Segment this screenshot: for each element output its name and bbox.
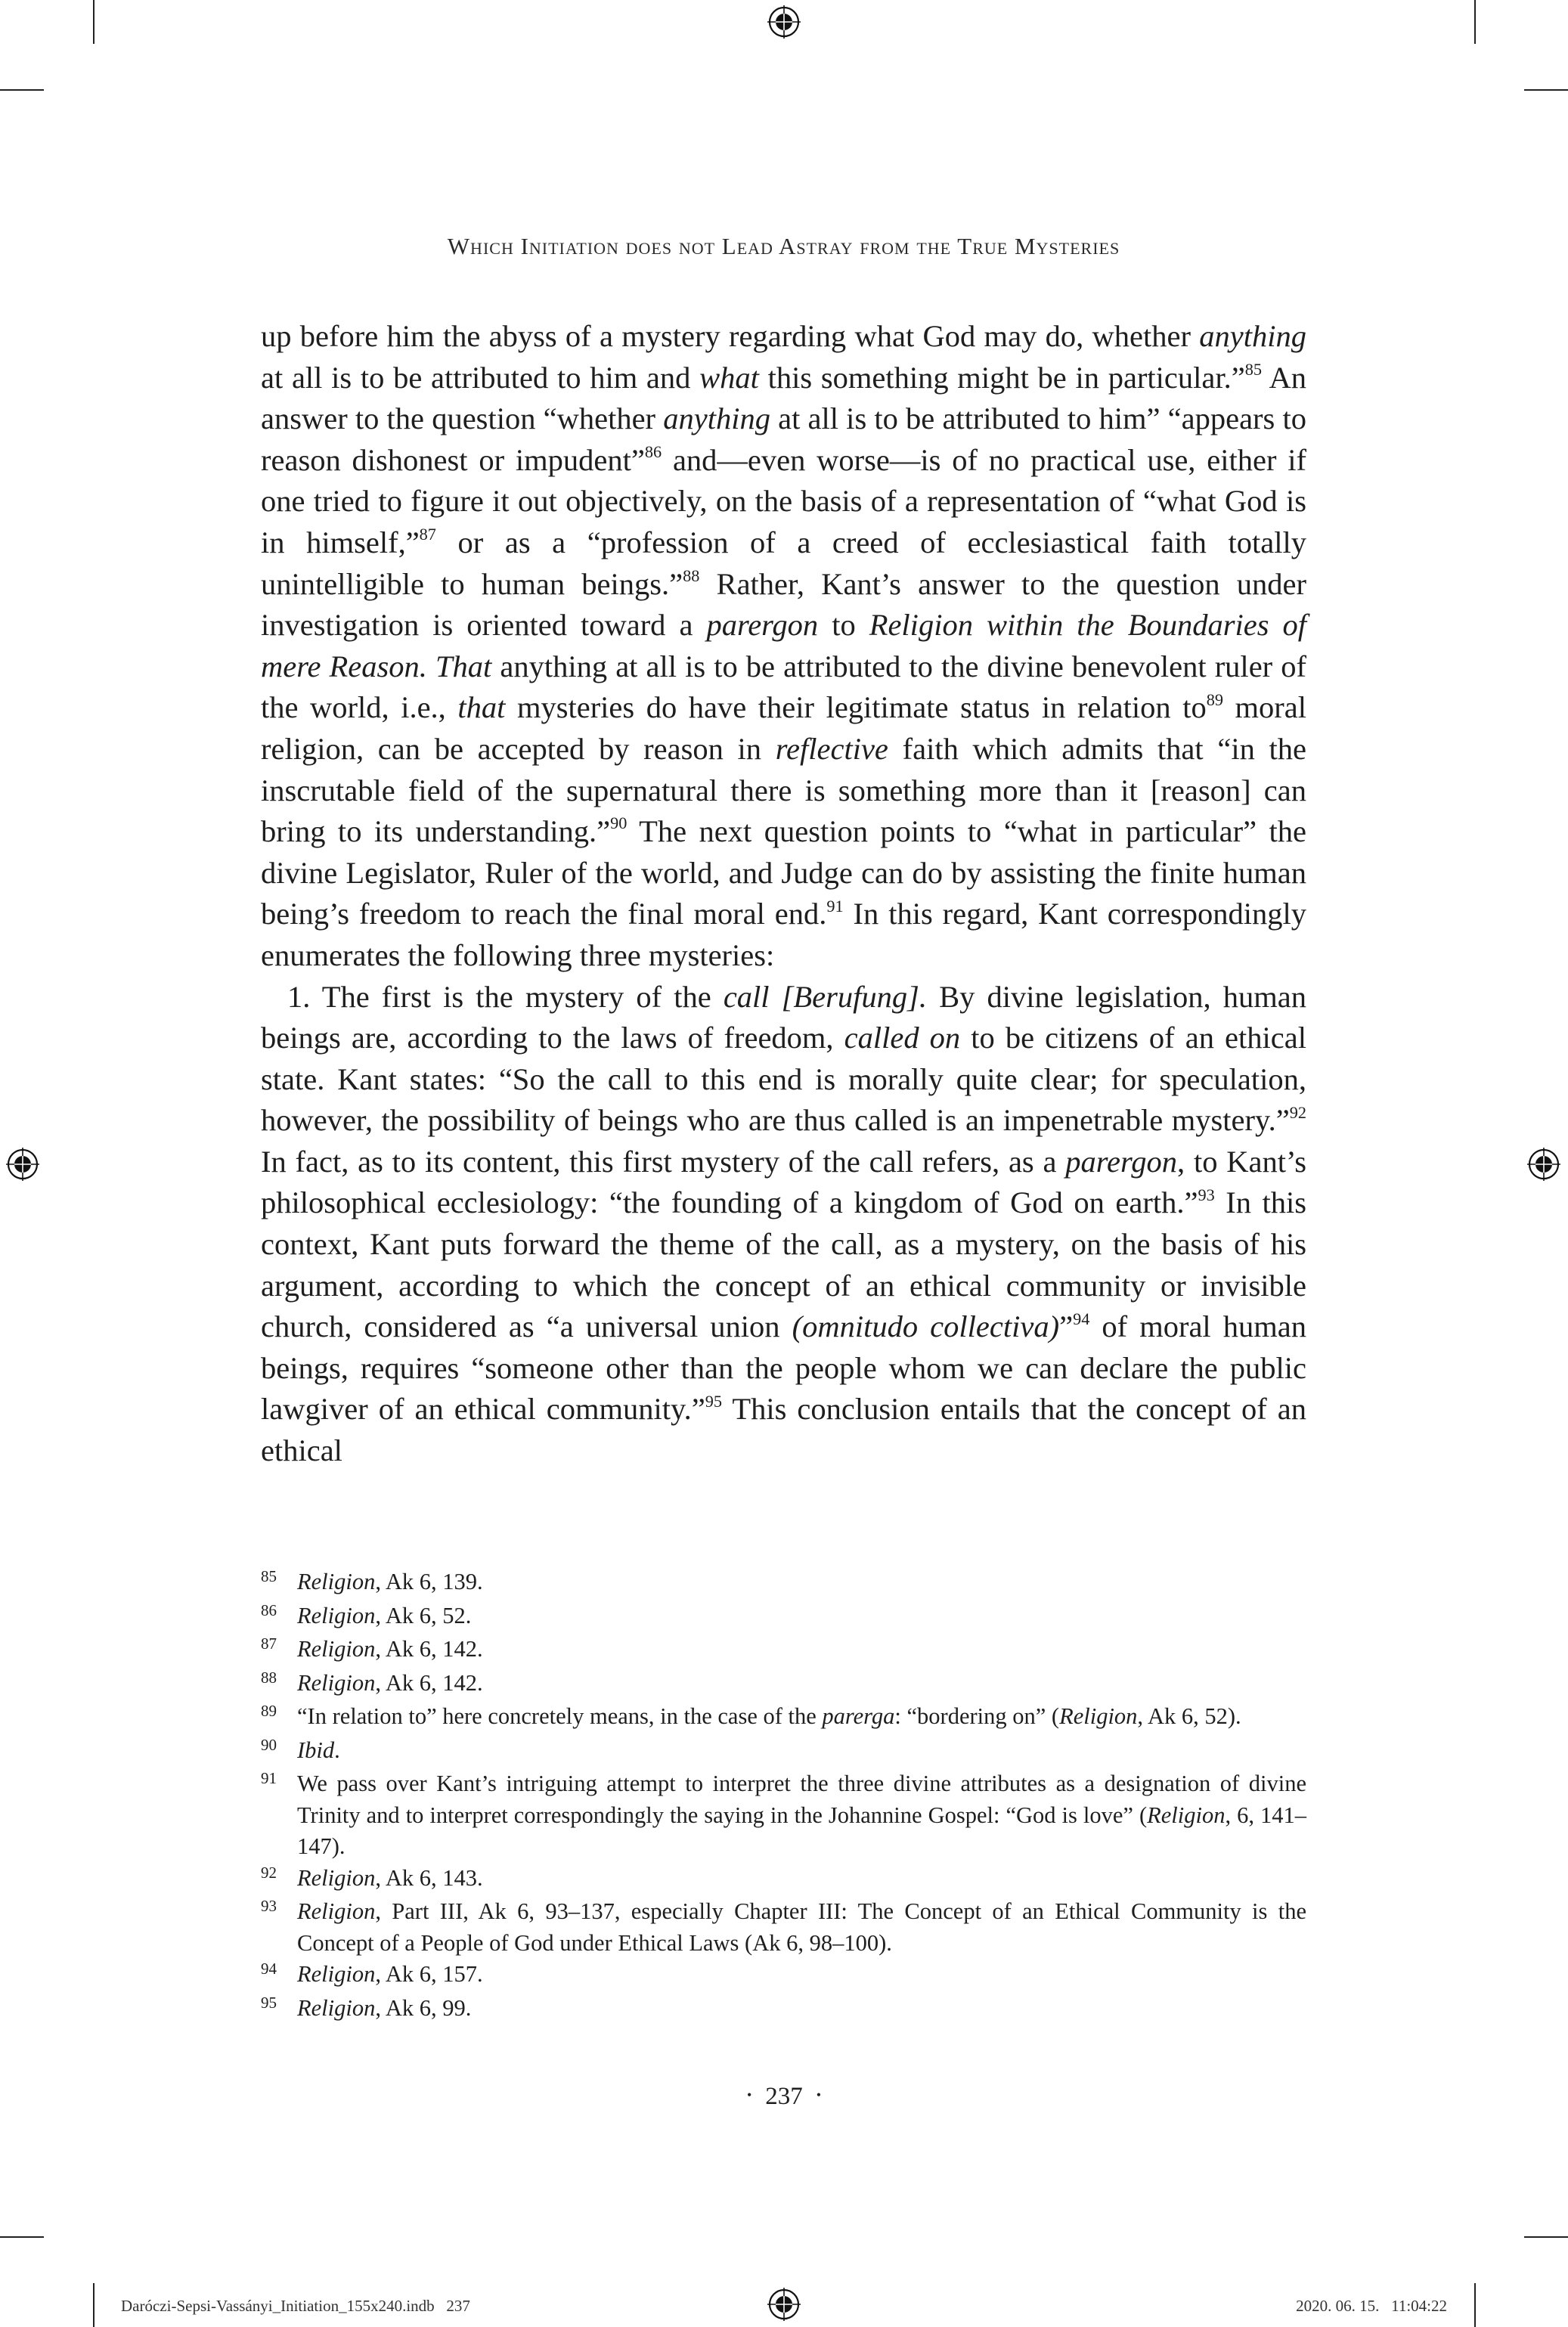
crop-mark-bottom-left (93, 2283, 95, 2327)
text-run: ” (1059, 1309, 1074, 1344)
footnote-94 (261, 1959, 1306, 1993)
footnote-ref[interactable]: 94 (1073, 1309, 1090, 1328)
footnote-ref[interactable]: 95 (705, 1391, 723, 1411)
italic-run: anything (1199, 319, 1306, 353)
footnote-86 (261, 1600, 1306, 1634)
text-run: , Part III, Ak 6, 93–137, especially Chapter III: The Concept of an Ethical Community is the Concept of a People of God under Ethical Laws (Ak 6, 98–100). (297, 1898, 1306, 1956)
footnote-90 (261, 1735, 1306, 1769)
footnote-number: 85 (261, 1567, 277, 1585)
italic-run: Religion (1059, 1703, 1138, 1729)
footnote-ref[interactable]: 91 (826, 896, 844, 916)
running-head: Which Initiation does not Lead Astray from the True Mysteries (447, 233, 1120, 259)
text-run: , Ak 6, 52. (375, 1602, 472, 1628)
text-run: , Ak 6, 142. (375, 1669, 483, 1696)
footnote-number: 88 (261, 1668, 277, 1687)
registration-mark-bottom-icon (767, 2288, 801, 2321)
footnote-ref[interactable]: 86 (644, 442, 662, 462)
text-run: and—even worse—is of no practical use, either if one tried to figure it out objectively, on the basis of a representation of “what God is in himself,” (261, 442, 1306, 559)
text-run: : “bordering on” ( (894, 1703, 1060, 1729)
footnote-text (297, 1566, 1306, 1598)
footnote-number: 92 (261, 1863, 277, 1882)
text-run: In this context, Kant puts forward the theme of the call, as a mystery, on the basis of his argument, according to which the concept of an ethical community or invisible church, considered as “a universal union (261, 1185, 1306, 1344)
footnote-ref[interactable]: 87 (419, 525, 436, 544)
registration-mark-left-icon (6, 1148, 39, 1181)
footnote-text (297, 1634, 1306, 1665)
slug-filename: Daróczi-Sepsi-Vassányi_Initiation_155x240.indb 237 (121, 2297, 470, 2315)
italic-run: Religion (297, 1602, 376, 1628)
crop-mark-top-left-h (0, 89, 44, 91)
folio-bullet-icon: • (746, 2087, 752, 2102)
footnote-number: 87 (261, 1634, 277, 1653)
footnote-ref[interactable]: 89 (1206, 689, 1223, 709)
text-run: moral religion, can be accepted by reason in (261, 690, 1306, 766)
footnote-93 (261, 1896, 1306, 1959)
footnote-text (297, 1896, 1306, 1959)
crop-mark-bottom-left-h (0, 2236, 44, 2238)
registration-mark-top-icon (767, 5, 801, 39)
footnote-text (297, 1993, 1306, 2025)
italic-run: (omnitudo collectiva) (792, 1309, 1060, 1344)
italic-run: Religion (297, 1669, 376, 1696)
footnotes (261, 1566, 1306, 2026)
footnote-ref[interactable]: 92 (1289, 1102, 1306, 1122)
registration-mark-right-icon (1527, 1148, 1560, 1181)
italic-run: Religion (297, 1864, 376, 1891)
text-run: By divine legislation, human beings are, according to the laws of freedom, (261, 979, 1307, 1055)
italic-run: Religion (297, 1961, 376, 1987)
text-run: , Ak 6, 139. (375, 1569, 483, 1594)
text-run: An answer to the question “whether (261, 360, 1306, 436)
text-run: , Ak 6, 52). (1137, 1703, 1241, 1729)
italic-run: Religion (297, 1569, 376, 1594)
text-run: to (818, 608, 869, 643)
italic-run: what (699, 360, 759, 395)
text-run: at all is to be attributed to him and (261, 360, 700, 395)
crop-mark-top-right-h (1524, 89, 1568, 91)
text-run: “In relation to” here concretely means, in the case of the (297, 1703, 823, 1729)
text-run: , Ak 6, 99. (375, 1994, 472, 2021)
italic-run: Religion (1147, 1802, 1226, 1828)
text-run: at all is to be attributed to him” “appears to reason dishonest or impudent” (261, 401, 1306, 477)
text-run: to be citizens of an ethical state. Kant states: “So the call to this end is morally quite clear; for speculation, however, the possibility of beings who are thus called is an impenetrable mystery.” (261, 1021, 1306, 1138)
text-run: of moral human beings, requires “someone other than the people whom we can declare the public lawgiver of an ethical community.” (261, 1309, 1306, 1427)
italic-run: parerga (822, 1703, 895, 1729)
text-run: We pass over Kant’s intriguing attempt to interpret the three divine attributes as a designation of divine Trinity and to interpret correspondingly the saying in the Johannine Gospel: “God is love” ( (297, 1771, 1306, 1828)
text-run: anything at all is to be attributed to the divine benevolent ruler of the world, i.e., (261, 649, 1306, 725)
italic-run: Religion (297, 1898, 376, 1924)
footnote-number: 93 (261, 1897, 277, 1915)
text-run: Rather, Kant’s answer to the question under investigation is oriented toward a (261, 566, 1307, 643)
footnote-ref[interactable]: 85 (1244, 359, 1262, 379)
footnote-text (297, 1959, 1306, 1991)
text-run: , 6, 141–147). (297, 1802, 1307, 1859)
footnote-ref[interactable]: 90 (610, 813, 628, 833)
italic-run: parergon (1065, 1144, 1178, 1179)
text-run: In fact, as to its content, this first mystery of the call refers, as a (261, 1144, 1066, 1179)
footnote-number: 91 (261, 1769, 277, 1787)
footnote-text (297, 1668, 1306, 1700)
footnote-text (297, 1600, 1306, 1632)
text-run: , Ak 6, 157. (375, 1961, 483, 1987)
body-text (261, 316, 1306, 1472)
italic-run: that (457, 690, 506, 725)
footnote-89 (261, 1701, 1306, 1735)
footnote-ref[interactable]: 93 (1198, 1185, 1215, 1204)
footnote-92 (261, 1863, 1306, 1897)
crop-mark-bottom-right-h (1524, 2236, 1568, 2238)
italic-run: reflective (775, 731, 888, 766)
italic-run: Religion (297, 1636, 376, 1662)
text-run: , Ak 6, 142. (375, 1636, 483, 1662)
text-run: In this regard, Kant correspondingly enumerates the following three mysteries: (261, 897, 1306, 972)
italic-run: called on (844, 1021, 961, 1055)
footnote-95 (261, 1993, 1306, 2027)
page-number-value: 237 (765, 2083, 803, 2110)
footnote-ref[interactable]: 88 (683, 565, 700, 585)
text-run: . (334, 1737, 340, 1763)
crop-mark-bottom-right (1474, 2283, 1476, 2327)
crop-mark-top-left (93, 0, 95, 44)
italic-run: Religion within the Boundaries of mere Reason. That (261, 608, 1306, 683)
footnote-88 (261, 1668, 1306, 1702)
text-run: The next question points to “what in particular” the divine Legislator, Ruler of the world, and Judge can do by assisting the finite human being’s freedom to reach the final moral end. (261, 814, 1306, 931)
footnote-number: 90 (261, 1735, 277, 1754)
text-run: mysteries do have their legitimate status in relation to (505, 690, 1207, 725)
footnote-number: 94 (261, 1960, 277, 1978)
text-run: This conclusion entails that the concept of an ethical (261, 1392, 1307, 1468)
italic-run: call [Berufung]. (723, 979, 928, 1014)
footnote-number: 95 (261, 1993, 277, 2012)
italic-run: Religion (297, 1994, 376, 2021)
footnote-text (297, 1735, 1306, 1767)
footnote-85 (261, 1566, 1306, 1600)
folio-bullet-icon: • (816, 2087, 822, 2102)
text-run: or as a “profession of a creed of ecclesiastical faith totally unintelligible to human beings.” (261, 525, 1306, 601)
footnote-number: 89 (261, 1702, 277, 1720)
text-run: up before him the abyss of a mystery regarding what God may do, whether (261, 319, 1200, 353)
footnote-text (297, 1863, 1306, 1895)
paragraph-1 (261, 316, 1306, 977)
italic-run: anything (663, 401, 770, 436)
footnote-text (297, 1768, 1306, 1863)
text-run: , to Kant’s philosophical ecclesiology: “the founding of a kingdom of God on earth.” (261, 1144, 1306, 1220)
footnote-number: 86 (261, 1600, 277, 1619)
italic-run: Ibid (297, 1737, 335, 1763)
slug-datetime: 2020. 06. 15. 11:04:22 (1296, 2297, 1447, 2315)
crop-mark-top-right (1474, 0, 1476, 44)
text-run: 1. The first is the mystery of the (287, 979, 724, 1014)
text-run: faith which admits that “in the inscrutable field of the supernatural there is something more than it [reason] can bring to its understanding.” (261, 731, 1306, 849)
text-run: , Ak 6, 143. (375, 1864, 483, 1891)
italic-run: parergon (706, 608, 819, 643)
text-run: this something might be in particular.” (758, 360, 1245, 395)
footnote-text (297, 1701, 1306, 1733)
footnote-91 (261, 1768, 1306, 1863)
page-number (0, 2083, 1568, 2111)
footnote-87 (261, 1634, 1306, 1668)
paragraph-2 (261, 977, 1306, 1472)
